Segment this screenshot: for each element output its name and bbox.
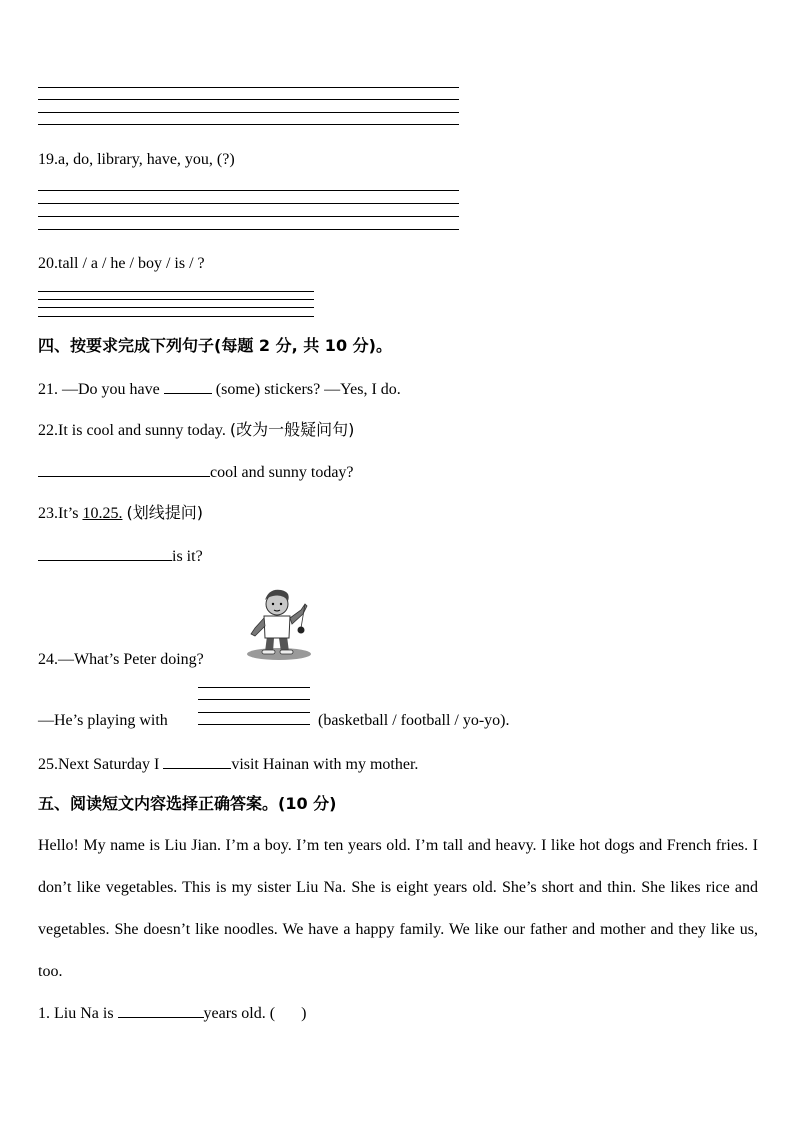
answer-line[interactable] [38, 316, 314, 317]
answer-line[interactable] [38, 216, 459, 217]
answer-line[interactable] [38, 99, 459, 100]
question-text: —Do you have [62, 381, 160, 398]
answer-line[interactable] [198, 699, 310, 700]
question-text: a, do, library, have, you, (?) [58, 151, 235, 168]
left-shoe [262, 650, 275, 654]
fill-blank[interactable] [38, 461, 210, 477]
close-paren: ) [301, 1005, 307, 1022]
question-text: 1. Liu Na is [38, 1005, 114, 1022]
answer-22 [38, 461, 354, 483]
question-20 [38, 254, 205, 274]
answer-tail: cool and sunny today? [210, 464, 354, 481]
answer-line[interactable] [38, 190, 459, 191]
answer-23 [38, 545, 203, 567]
question-text: tall / a / he / boy / is / ? [58, 255, 205, 272]
reading-passage: Hello! My name is Liu Jian. I’m a boy. I’m ten years old. I’m tall and heavy. I like hot dogs and French fries. I don’t like vegetables. This is my sister Liu Na. She is eight years old. She’s short and thin. She likes rice and vegetables. She doesn’t like noodles. We have a happy family. We like our father and mother and they like us, too. [38, 837, 758, 980]
question-24 [38, 650, 204, 670]
fill-blank[interactable] [164, 378, 212, 394]
question-number: 20. [38, 255, 58, 272]
answer-line[interactable] [38, 203, 459, 204]
answer-line[interactable] [38, 87, 459, 88]
fill-blank[interactable] [118, 1002, 204, 1018]
underlined-answer: 10.25. [82, 505, 123, 522]
question-text: It’s [58, 505, 79, 522]
eye [280, 603, 282, 605]
shirt [264, 616, 290, 638]
question-number: 23. [38, 505, 58, 522]
answer-line[interactable] [198, 712, 310, 713]
question-text: —What’s Peter doing? [58, 651, 204, 668]
boy-yoyo-illustration [243, 582, 313, 662]
yoyo [298, 627, 305, 634]
question-number: 25. [38, 756, 58, 773]
eye [272, 603, 274, 605]
question-23 [38, 503, 203, 524]
question-instruction: (改为一般疑问句) [229, 420, 355, 439]
answer-line[interactable] [198, 724, 310, 725]
right-shoe [280, 650, 293, 654]
fill-blank[interactable] [38, 545, 172, 561]
question-19 [38, 150, 235, 170]
answer-24-options: (basketball / football / yo-yo). [318, 712, 510, 729]
question-text: Next Saturday I [58, 756, 160, 773]
question-number: 22. [38, 422, 58, 439]
answer-line[interactable] [38, 124, 459, 125]
question-number: 24. [38, 651, 58, 668]
answer-line[interactable] [38, 229, 459, 230]
question-instruction: (划线提问) [126, 503, 203, 522]
reading-question-1 [38, 1002, 306, 1024]
section-5-heading: 五、阅读短文内容选择正确答案。(10 分) [38, 794, 337, 813]
answer-line[interactable] [198, 687, 310, 688]
section-4-heading: 四、按要求完成下列句子(每题 2 分, 共 10 分)。 [38, 336, 392, 355]
answer-24-prefix: —He’s playing with [38, 712, 168, 729]
shadow [247, 648, 311, 660]
question-22 [38, 420, 354, 441]
answer-tail: is it? [172, 548, 203, 565]
answer-line[interactable] [38, 112, 459, 113]
answer-line[interactable] [38, 307, 314, 308]
fill-blank[interactable] [163, 753, 231, 769]
question-hint: (some) stickers? —Yes, I do. [215, 381, 401, 398]
answer-line[interactable] [38, 299, 314, 300]
question-text: It is cool and sunny today. [58, 422, 226, 439]
question-number: 21. [38, 381, 58, 398]
question-21 [38, 378, 401, 400]
question-number: 19. [38, 151, 58, 168]
question-25 [38, 753, 418, 775]
answer-line[interactable] [38, 291, 314, 292]
left-arm [251, 618, 265, 636]
question-text-end: visit Hainan with my mother. [231, 756, 419, 773]
question-text-end: years old. ( [203, 1005, 276, 1022]
